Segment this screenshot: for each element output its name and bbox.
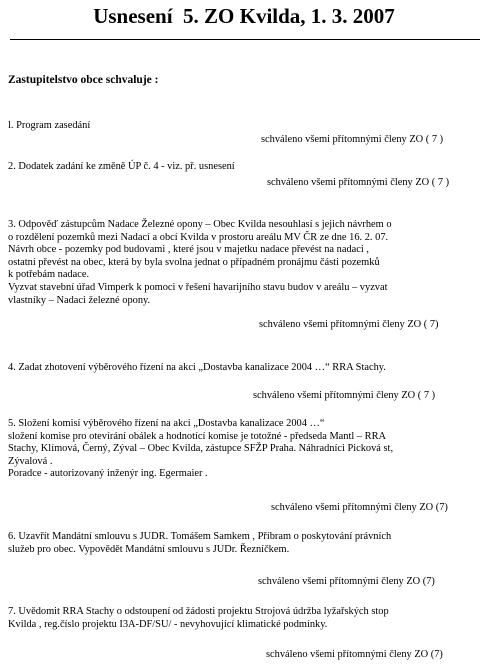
text-line: l. Program zasedání: [8, 120, 91, 131]
approval-note-5: schváleno všemi přítomnými členy ZO (7): [271, 502, 448, 513]
resolution-text: [8, 219, 481, 307]
text-line: složení komise pro otevírání obálek a hodnotící komise je totožné - předseda Mantl – RRA: [8, 430, 387, 442]
title-divider: [10, 39, 480, 40]
resolution-text: [8, 606, 481, 631]
approval-note-4: schváleno všemi přítomnými členy ZO ( 7 ): [253, 390, 436, 401]
text-line: Stachy, Klímová, Černý, Zýval – Obec Kvilda, zástupce SFŽP Praha. Náhradníci Picková st,: [8, 443, 394, 455]
text-line: o rozdělení pozemků mezi Nadací a obcí Kvilda v prostoru areálu MV ČR ze dne 16. 2. 07.: [8, 231, 389, 243]
resolution-item-2: [8, 161, 481, 174]
text-line: služeb pro obec. Vypovědět Mandátní smlouvu s JUDr. Řezníčkem.: [8, 543, 290, 555]
text-line: 4. Zadat zhotovení výběrového řízení na akci „Dostavba kanalizace 2004 …“ RRA Stachy.: [8, 362, 386, 373]
text-line: 5. Složení komisí výběrového řízení na akci „Dostavba kanalizace 2004 …“: [8, 418, 325, 429]
text-line: 6. Uzavřít Mandátní smlouvu s JUDR. Tomášem Samkem , Příbram o poskytování právních: [8, 531, 392, 542]
text-line: 2. Dodatek zadání ke změně ÚP č. 4 - viz. př. usnesení: [8, 161, 235, 172]
text-line: Zývalová .: [8, 455, 53, 467]
approval-note-1: schváleno všemi přítomnými členy ZO ( 7 ): [261, 134, 444, 145]
resolution-item-5: [8, 418, 481, 481]
resolution-item-3: [8, 219, 481, 307]
text-line: k potřebám nadace.: [8, 269, 90, 281]
resolution-item-1: [8, 120, 481, 133]
resolution-item-6: [8, 531, 481, 556]
text-line: 7. Uvědomit RRA Stachy o odstoupení od žádosti projektu Strojová údržba lyžařských stop: [8, 606, 389, 617]
text-line: Poradce - autorizovaný inženýr ing. Egermaier .: [8, 468, 208, 480]
resolution-text: [8, 120, 481, 133]
section-heading: Zastupitelstvo obce schvaluje :: [8, 74, 159, 86]
resolution-text: [8, 531, 481, 556]
approval-note-2: schváleno všemi přítomnými členy ZO ( 7 ): [267, 177, 450, 188]
text-line: 3. Odpověď zástupcům Nadace Železné opony – Obec Kvilda nesouhlasí s jejich návrhem o: [8, 219, 392, 230]
document-title: Usnesení 5. ZO Kvilda, 1. 3. 2007: [93, 4, 395, 28]
resolution-item-7: [8, 606, 481, 631]
text-line: ostatní převést na obec, která by byla svolna jednat o případném pronájmu části pozemků: [8, 256, 380, 268]
text-line: Návrh obce - pozemky pod budovami , které jsou v majetku nadace převést na nadaci ,: [8, 244, 369, 256]
resolution-text: [8, 418, 481, 481]
approval-note-7: schváleno všemi přítomnými členy ZO (7): [266, 649, 443, 660]
text-line: vlastníky – Nadaci železné opony.: [8, 294, 151, 306]
text-line: Kvilda , reg.číslo projektu I3A-DF/SU/ - nevyhovující klimatické podmínky.: [8, 618, 328, 630]
resolution-item-4: [8, 362, 481, 375]
approval-note-3: schváleno všemi přítomnými členy ZO ( 7): [259, 319, 439, 330]
text-line: Vyzvat stavební úřad Vimperk k pomoci v řešení havarijního stavu budov v areálu – vyzvat: [8, 281, 388, 293]
resolution-text: [8, 161, 481, 174]
approval-note-6: schváleno všemi přítomnými členy ZO (7): [258, 576, 435, 587]
resolution-text: [8, 362, 481, 375]
